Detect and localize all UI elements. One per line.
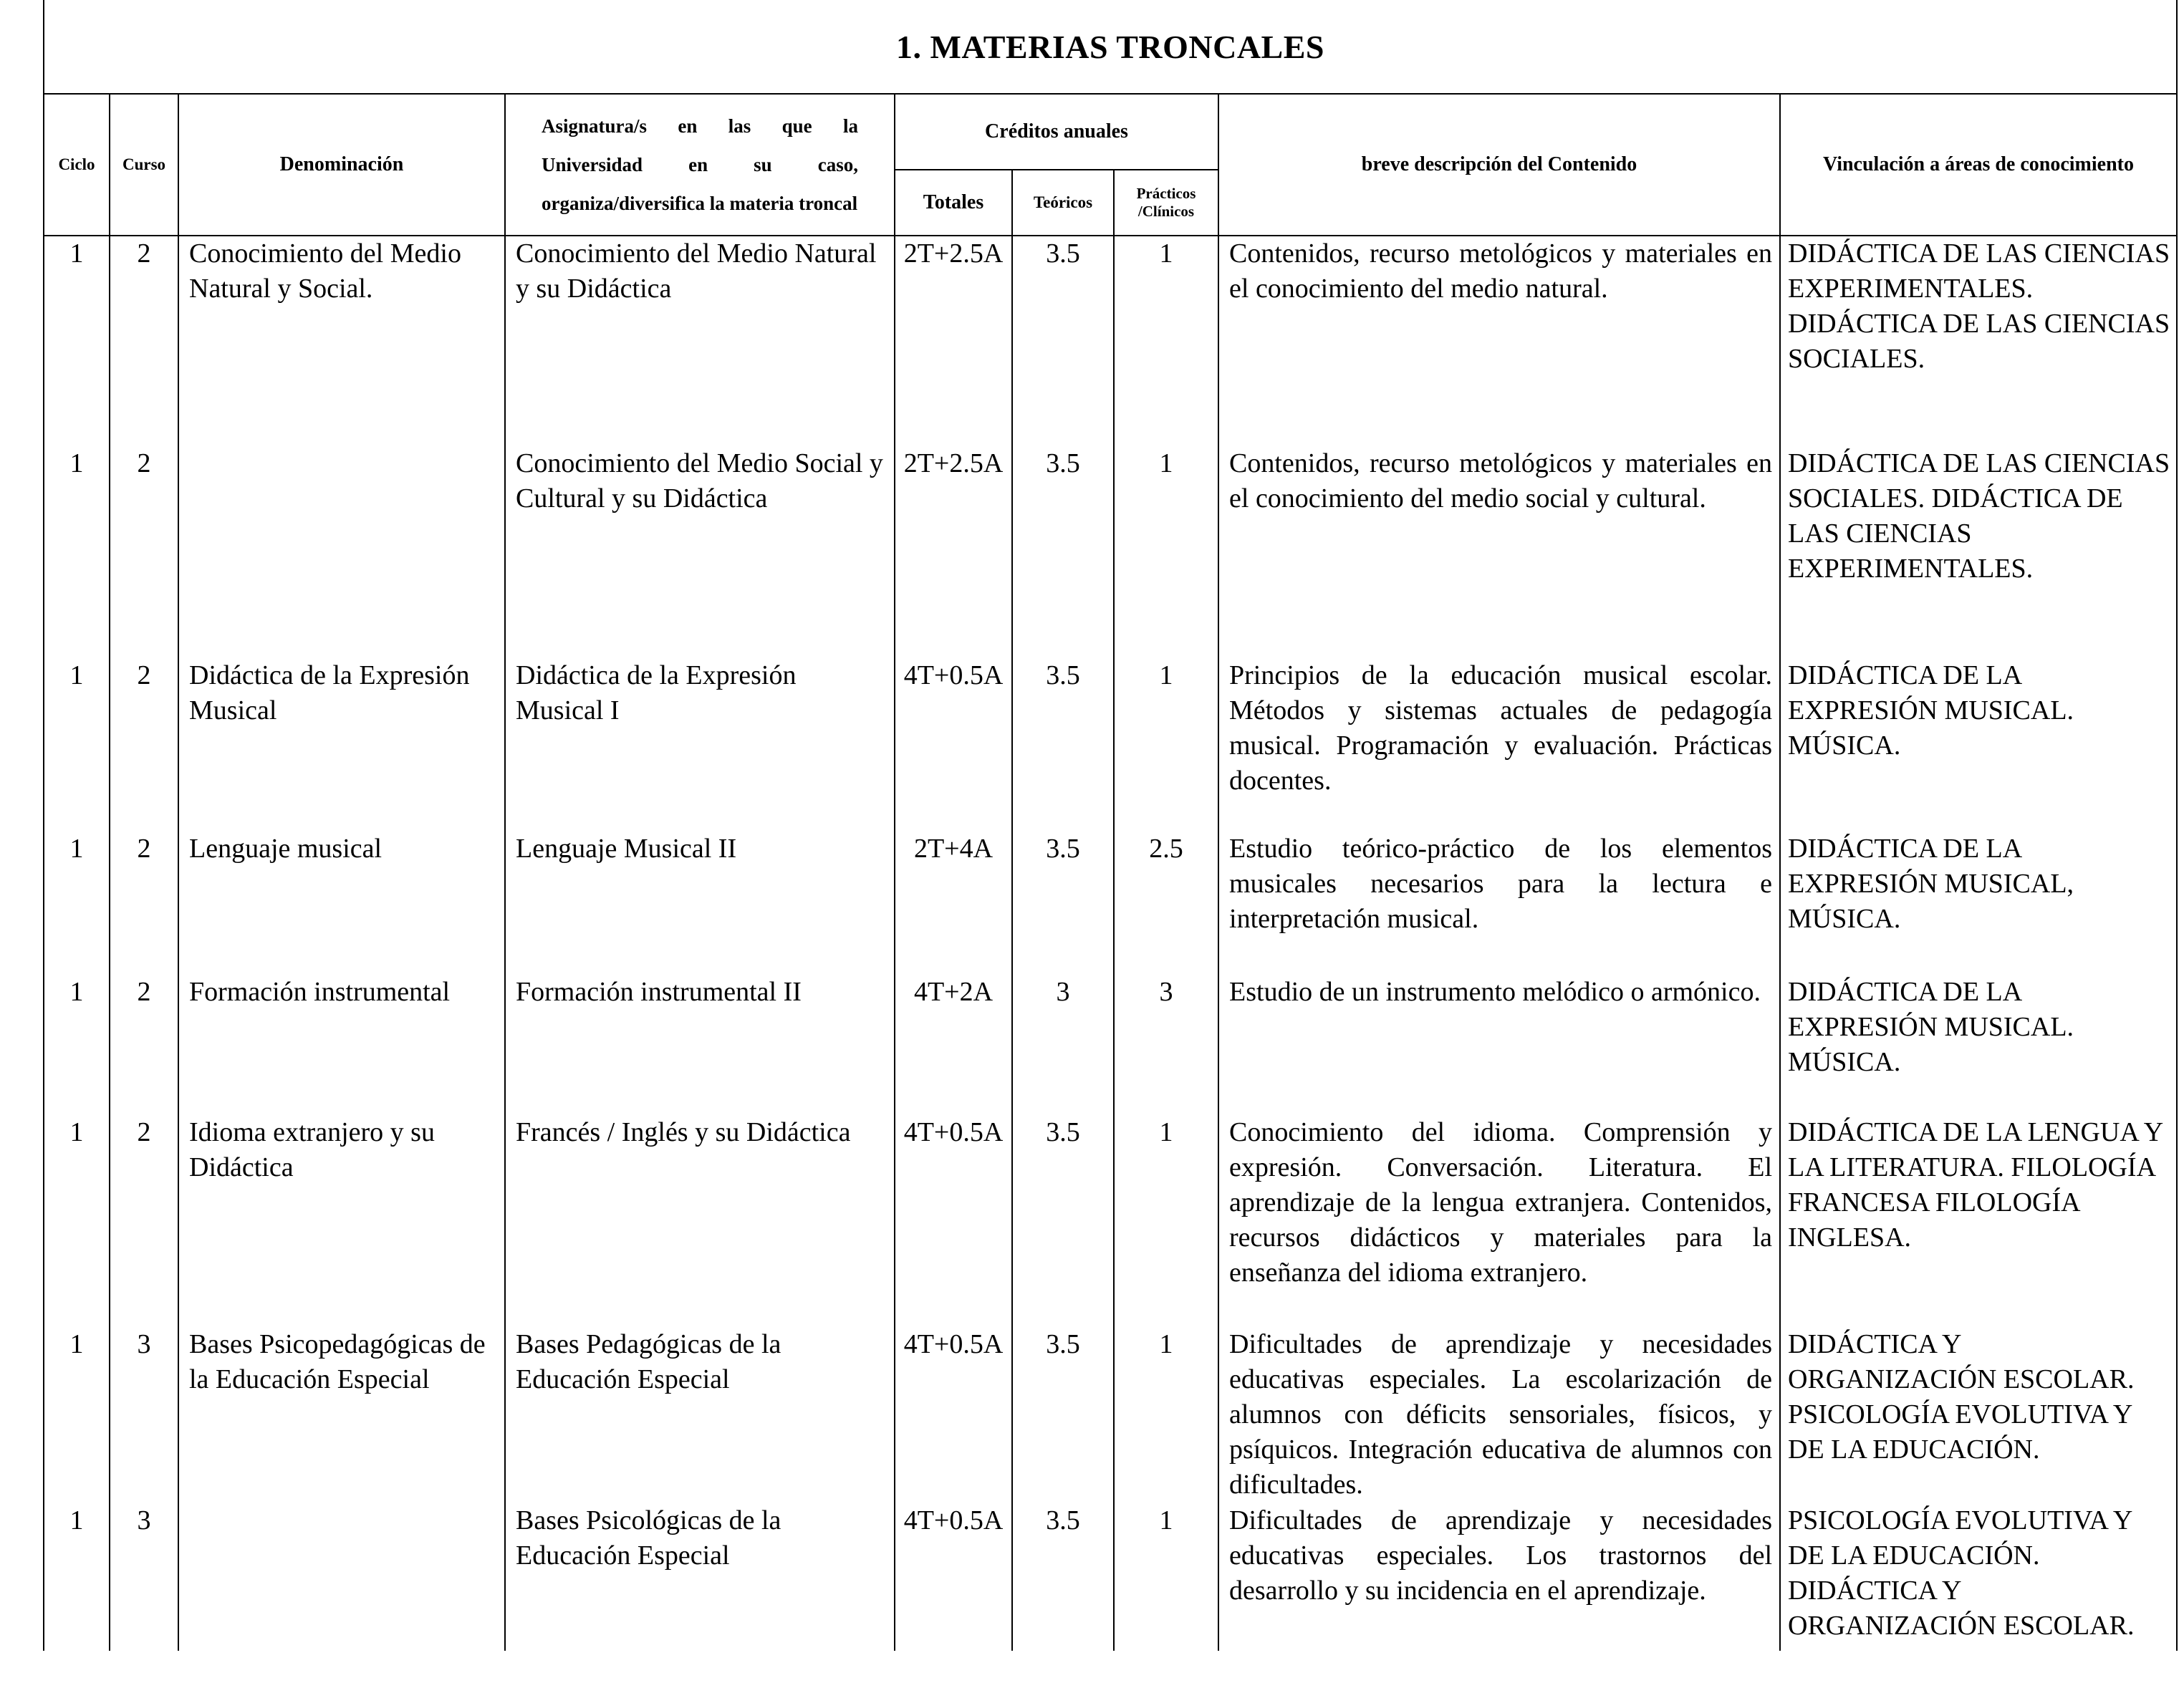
cell-totales: 4T+0.5A bbox=[895, 1503, 1012, 1651]
cell-ciclo: 1 bbox=[44, 1327, 110, 1503]
cell-ciclo: 1 bbox=[44, 975, 110, 1115]
cell-descripcion: Contenidos, recurso metológicos y materiales en el conocimiento del medio social y cultural. bbox=[1218, 446, 1780, 658]
cell-curso: 2 bbox=[110, 831, 178, 975]
cell-ciclo: 1 bbox=[44, 1503, 110, 1651]
table-row bbox=[44, 975, 2177, 1115]
title-bar bbox=[43, 0, 2178, 95]
cell-asignatura: Formación instrumental II bbox=[505, 975, 895, 1115]
cell-asignatura: Conocimiento del Medio Social y Cultural y su Didáctica bbox=[505, 446, 895, 658]
cell-vinculacion: DIDÁCTICA DE LA EXPRESIÓN MUSICAL. MÚSICA. bbox=[1780, 975, 2177, 1115]
header-asignatura: Asignatura/s en las que la Universidad en su caso, organiza/diversifica la materia troncal bbox=[505, 94, 895, 236]
document-title: 1. MATERIAS TRONCALES bbox=[896, 28, 1324, 65]
cell-ciclo: 1 bbox=[44, 1115, 110, 1327]
cell-teoricos: 3.5 bbox=[1012, 658, 1114, 831]
cell-denominacion: Didáctica de la Expresión Musical bbox=[178, 658, 505, 831]
cell-teoricos: 3.5 bbox=[1012, 446, 1114, 658]
cell-practicos: 1 bbox=[1114, 1503, 1218, 1651]
cell-descripcion: Estudio teórico-práctico de los elementos musicales necesarios para la lectura e interpretación musical. bbox=[1218, 831, 1780, 975]
cell-teoricos: 3.5 bbox=[1012, 831, 1114, 975]
cell-denominacion: Bases Psicopedagógicas de la Educación Especial bbox=[178, 1327, 505, 1503]
header-teoricos: Teóricos bbox=[1012, 170, 1114, 236]
cell-practicos: 1 bbox=[1114, 1327, 1218, 1503]
cell-curso: 2 bbox=[110, 658, 178, 831]
table-row bbox=[44, 831, 2177, 975]
cell-asignatura: Francés / Inglés y su Didáctica bbox=[505, 1115, 895, 1327]
cell-practicos: 3 bbox=[1114, 975, 1218, 1115]
table-row bbox=[44, 658, 2177, 831]
cell-ciclo: 1 bbox=[44, 446, 110, 658]
header-curso: Curso bbox=[110, 94, 178, 236]
cell-descripcion: Dificultades de aprendizaje y necesidades educativas especiales. Los trastornos del desarrollo y su incidencia en el aprendizaje. bbox=[1218, 1503, 1780, 1651]
cell-curso: 2 bbox=[110, 975, 178, 1115]
cell-practicos: 1 bbox=[1114, 1115, 1218, 1327]
header-practicos: Prácticos /Clínicos bbox=[1114, 170, 1218, 236]
cell-asignatura: Bases Psicológicas de la Educación Especial bbox=[505, 1503, 895, 1651]
cell-curso: 3 bbox=[110, 1503, 178, 1651]
cell-denominacion: Lenguaje musical bbox=[178, 831, 505, 975]
cell-descripcion: Conocimiento del idioma. Comprensión y expresión. Conversación. Literatura. El aprendizaje de la lengua extranjera. Contenidos, recursos didácticos y materiales para la enseñanza del idioma extranjero. bbox=[1218, 1115, 1780, 1327]
table-row bbox=[44, 446, 2177, 658]
cell-denominacion: Idioma extranjero y su Didáctica bbox=[178, 1115, 505, 1327]
table-row bbox=[44, 236, 2177, 446]
cell-asignatura: Conocimiento del Medio Natural y su Didáctica bbox=[505, 236, 895, 446]
cell-descripcion: Contenidos, recurso metológicos y materiales en el conocimiento del medio natural. bbox=[1218, 236, 1780, 446]
cell-vinculacion: PSICOLOGÍA EVOLUTIVA Y DE LA EDUCACIÓN. DIDÁCTICA Y ORGANIZACIÓN ESCOLAR. bbox=[1780, 1503, 2177, 1651]
cell-descripcion: Estudio de un instrumento melódico o armónico. bbox=[1218, 975, 1780, 1115]
header-vinculacion: Vinculación a áreas de conocimiento bbox=[1780, 94, 2177, 236]
cell-asignatura: Didáctica de la Expresión Musical I bbox=[505, 658, 895, 831]
cell-denominacion: Formación instrumental bbox=[178, 975, 505, 1115]
cell-totales: 4T+0.5A bbox=[895, 1327, 1012, 1503]
cell-descripcion: Dificultades de aprendizaje y necesidades educativas especiales. La escolarización de alumnos con déficits sensoriales, físicos, y psíquicos. Integración educativa de alumnos con dificultades. bbox=[1218, 1327, 1780, 1503]
cell-totales: 2T+2.5A bbox=[895, 446, 1012, 658]
cell-curso: 2 bbox=[110, 236, 178, 446]
cell-ciclo: 1 bbox=[44, 236, 110, 446]
header-ciclo: Ciclo bbox=[44, 94, 110, 236]
cell-vinculacion: DIDÁCTICA Y ORGANIZACIÓN ESCOLAR. PSICOLOGÍA EVOLUTIVA Y DE LA EDUCACIÓN. bbox=[1780, 1327, 2177, 1503]
cell-vinculacion: DIDÁCTICA DE LAS CIENCIAS SOCIALES. DIDÁCTICA DE LAS CIENCIAS EXPERIMENTALES. bbox=[1780, 446, 2177, 658]
cell-asignatura: Lenguaje Musical II bbox=[505, 831, 895, 975]
cell-denominacion bbox=[178, 1503, 505, 1651]
cell-asignatura: Bases Pedagógicas de la Educación Especial bbox=[505, 1327, 895, 1503]
cell-curso: 2 bbox=[110, 446, 178, 658]
table-row bbox=[44, 1327, 2177, 1503]
table-row bbox=[44, 1115, 2177, 1327]
cell-totales: 2T+4A bbox=[895, 831, 1012, 975]
cell-ciclo: 1 bbox=[44, 831, 110, 975]
cell-practicos: 1 bbox=[1114, 658, 1218, 831]
cell-teoricos: 3.5 bbox=[1012, 236, 1114, 446]
cell-denominacion bbox=[178, 446, 505, 658]
cell-vinculacion: DIDÁCTICA DE LA EXPRESIÓN MUSICAL, MÚSICA. bbox=[1780, 831, 2177, 975]
cell-teoricos: 3.5 bbox=[1012, 1503, 1114, 1651]
cell-practicos: 1 bbox=[1114, 446, 1218, 658]
cell-practicos: 1 bbox=[1114, 236, 1218, 446]
cell-totales: 4T+0.5A bbox=[895, 1115, 1012, 1327]
cell-totales: 4T+2A bbox=[895, 975, 1012, 1115]
table-row bbox=[44, 1503, 2177, 1651]
cell-vinculacion: DIDÁCTICA DE LA LENGUA Y LA LITERATURA. FILOLOGÍA FRANCESA FILOLOGÍA INGLESA. bbox=[1780, 1115, 2177, 1327]
cell-vinculacion: DIDÁCTICA DE LA EXPRESIÓN MUSICAL. MÚSICA. bbox=[1780, 658, 2177, 831]
header-descripcion: breve descripción del Contenido bbox=[1218, 94, 1780, 236]
materias-table bbox=[43, 93, 2178, 1651]
cell-teoricos: 3 bbox=[1012, 975, 1114, 1115]
cell-vinculacion: DIDÁCTICA DE LAS CIENCIAS EXPERIMENTALES. DIDÁCTICA DE LAS CIENCIAS SOCIALES. bbox=[1780, 236, 2177, 446]
cell-totales: 2T+2.5A bbox=[895, 236, 1012, 446]
header-denominacion: Denominación bbox=[178, 94, 505, 236]
cell-descripcion: Principios de la educación musical escolar. Métodos y sistemas actuales de pedagogía musical. Programación y evaluación. Prácticas docentes. bbox=[1218, 658, 1780, 831]
cell-practicos: 2.5 bbox=[1114, 831, 1218, 975]
cell-totales: 4T+0.5A bbox=[895, 658, 1012, 831]
header-creditos: Créditos anuales bbox=[895, 94, 1218, 170]
cell-teoricos: 3.5 bbox=[1012, 1115, 1114, 1327]
header-totales: Totales bbox=[895, 170, 1012, 236]
cell-curso: 2 bbox=[110, 1115, 178, 1327]
cell-ciclo: 1 bbox=[44, 658, 110, 831]
cell-denominacion: Conocimiento del Medio Natural y Social. bbox=[178, 236, 505, 446]
cell-curso: 3 bbox=[110, 1327, 178, 1503]
cell-teoricos: 3.5 bbox=[1012, 1327, 1114, 1503]
